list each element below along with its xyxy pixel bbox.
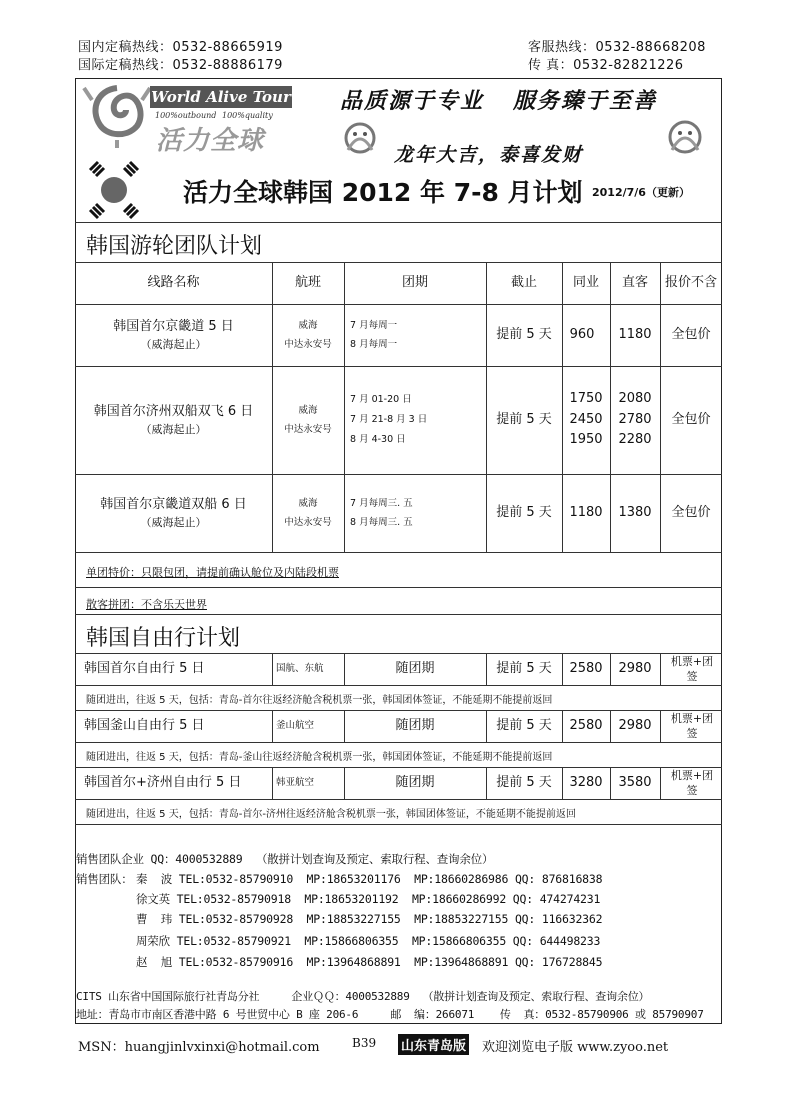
company-line: CITS 山东省中国国际旅行社青岛分社 企业ＱＱ：4000532889 （散拼计划查询及预定、索取行程、查询余位）: [76, 990, 650, 1003]
direct-price: 1180: [618, 327, 652, 343]
greeting: 龙年大吉，泰喜发财: [394, 144, 584, 166]
deadline: 提前 5 天: [496, 505, 552, 521]
domestic-hotline: 国内定稿热线：0532-88665919: [78, 40, 283, 55]
route-origin: （威海起止）: [140, 337, 207, 351]
includes: 机票+团签: [670, 654, 714, 683]
deadline: 提前 5 天: [496, 412, 552, 428]
address-line: 地址：青岛市市南区香港中路 6 号世贸中心 B 座 206-6 邮 编：266071 传 真：0532-85790906 或 85790907: [76, 1008, 704, 1021]
ship-name: 中达永安号: [284, 424, 332, 435]
group-special-note: 单团特价：只限包团，请提前确认舱位及内陆段机票: [86, 566, 339, 579]
ship-name: 中达永安号: [284, 339, 332, 350]
airline: 釜山航空: [276, 719, 315, 731]
korea-flag-icon: [84, 160, 144, 220]
period: 随团期: [395, 775, 435, 791]
trade-price: 2580: [569, 661, 603, 677]
direct-price: 1380: [618, 505, 652, 521]
trade-price: 1180: [569, 505, 603, 521]
edition-badge: 山东青岛版: [398, 1034, 469, 1055]
port: 威海: [298, 405, 318, 416]
period: 随团期: [395, 661, 435, 677]
direct-price: 2980: [618, 661, 652, 677]
ship-info: [272, 366, 344, 474]
joint-tour-note: 散客拼团：不含乐天世界: [86, 598, 207, 611]
deadline: 提前 5 天: [496, 327, 552, 343]
page-number: B39: [352, 1036, 377, 1050]
header-dates: 团期: [401, 275, 428, 291]
cruise-section-title: 韩国游轮团队计划: [86, 234, 263, 259]
header-deadline: 截止: [510, 275, 537, 291]
ship-name: 中达永安号: [284, 517, 332, 528]
date-item: 7 月每周一: [350, 320, 398, 331]
sales-member: 秦 波 TEL:0532-85790910 MP:18653201176 MP:18660286986 QQ: 876816838: [136, 872, 603, 886]
update-date: 2012/7/6（更新）: [592, 186, 690, 199]
includes: 机票+团签: [670, 711, 714, 740]
airline: 韩亚航空: [276, 776, 315, 788]
free-note: 随团进出，往返 5 天，包括：青岛-首尔-济州往返经济舱含税机票一张，韩国团体签证，不能延期不能提前返回: [86, 809, 576, 820]
date-item: 7 月 01-20 日: [350, 394, 412, 406]
port: 威海: [298, 320, 318, 331]
route-name: 韩国首尔京畿道 5 日: [113, 319, 234, 334]
free-section-title: 韩国自由行计划: [86, 626, 241, 651]
trade-price-list: [562, 366, 610, 474]
date-item: 7 月 21-8 月 3 日: [350, 414, 428, 426]
deadline: 提前 5 天: [496, 718, 552, 734]
date-item: 8 月 4-30 日: [350, 433, 406, 445]
deadline: 提前 5 天: [496, 661, 552, 677]
includes: 机票+团签: [670, 768, 714, 797]
dragon-icon: [340, 118, 380, 160]
deadline: 提前 5 天: [496, 775, 552, 791]
route-origin: （威海起止）: [140, 515, 207, 529]
brand-name-cn: 活力全球: [156, 126, 265, 156]
direct-price: 2980: [618, 718, 652, 734]
price-type: 全包价: [671, 412, 711, 428]
price-type: 全包价: [671, 327, 711, 343]
browse-link[interactable]: 欢迎浏览电子版 www.zyoo.net: [482, 1040, 669, 1055]
sales-member: 徐文英 TEL:0532-85790918 MP:18653201192 MP:18660286992 QQ: 474274231: [136, 892, 601, 906]
msn-contact: MSN：huangjinlvxinxi@hotmail.com: [78, 1040, 320, 1055]
price-type: 全包价: [671, 505, 711, 521]
sales-member: 周荣欣 TEL:0532-85790921 MP:15866806355 MP:15866806355 QQ: 644498233: [136, 934, 601, 948]
departure-dates: [350, 366, 486, 474]
direct-price: 2280: [618, 432, 652, 448]
brand-name-en: World Alive Tour: [151, 88, 291, 106]
route-name: 韩国釜山自由行 5 日: [84, 718, 205, 734]
brand-tag-outbound: 100%outbound: [155, 111, 217, 120]
route-name: 韩国首尔京畿道双船 6 日: [100, 497, 247, 512]
direct-price: 2780: [618, 411, 652, 427]
header-direct-price: 直客: [621, 275, 648, 291]
dragon-icon-right: [664, 116, 706, 162]
table-row: [75, 474, 272, 552]
sales-member: 曹 玮 TEL:0532-85790928 MP:18853227155 MP:18853227155 QQ: 116632362: [136, 912, 603, 926]
departure-dates: [350, 304, 486, 366]
tribal-logo-icon: [82, 80, 152, 150]
route-name: 韩国首尔自由行 5 日: [84, 661, 205, 677]
header-flight: 航班: [294, 275, 321, 291]
sales-qq-line: 销售团队企业 QQ：4000532889 （散拼计划查询及预定、索取行程、查询余位）: [76, 852, 494, 866]
page-title: 活力全球韩国 2012 年 7-8 月计划: [183, 178, 583, 207]
route-name: 韩国首尔济州双船双飞 6 日: [93, 404, 254, 419]
free-note: 随团进出，往返 5 天，包括：青岛-首尔往返经济舱含税机票一张，韩国团体签证，不能延期不能提前返回: [86, 695, 553, 706]
sales-team-label: 销售团队：: [76, 872, 133, 886]
route-origin: （威海起止）: [140, 422, 207, 436]
trade-price: 2580: [569, 718, 603, 734]
departure-dates: [350, 474, 486, 552]
sales-member: 赵 旭 TEL:0532-85790916 MP:13964868891 MP:13964868891 QQ: 176728845: [136, 955, 603, 969]
table-row: [75, 304, 272, 366]
ship-info: [272, 474, 344, 552]
free-note: 随团进出，往返 5 天，包括：青岛-釜山往返经济舱含税机票一张，韩国团体签证，不能延期不能提前返回: [86, 752, 553, 763]
ship-info: [272, 304, 344, 366]
date-item: 8 月每周一: [350, 339, 398, 350]
fax-hotline: 传 真：0532-82821226: [528, 58, 684, 73]
direct-price: 3580: [618, 775, 652, 791]
port: 威海: [298, 498, 318, 509]
airline: 国航、东航: [276, 662, 324, 674]
header-excludes: 报价不含: [664, 274, 717, 290]
trade-price: 1950: [569, 432, 603, 448]
header-trade-price: 同业: [572, 275, 599, 291]
trade-price: 960: [569, 327, 595, 343]
direct-price-list: [610, 366, 660, 474]
direct-price: 2080: [618, 390, 652, 406]
date-item: 8 月每周三. 五: [350, 517, 413, 528]
trade-price: 3280: [569, 775, 603, 791]
slogan: 品质源于专业 服务臻于至善: [340, 89, 657, 114]
header-route: 线路名称: [147, 275, 200, 291]
service-hotline: 客服热线：0532-88668208: [528, 40, 706, 55]
brand-tag-quality: 100%quality: [222, 111, 273, 120]
trade-price: 2450: [569, 411, 603, 427]
table-row: [75, 366, 272, 474]
trade-price: 1750: [569, 390, 603, 406]
date-item: 7 月每周三. 五: [350, 498, 413, 509]
route-name: 韩国首尔+济州自由行 5 日: [84, 775, 242, 791]
period: 随团期: [395, 718, 435, 734]
international-hotline: 国际定稿热线：0532-88886179: [78, 58, 283, 73]
